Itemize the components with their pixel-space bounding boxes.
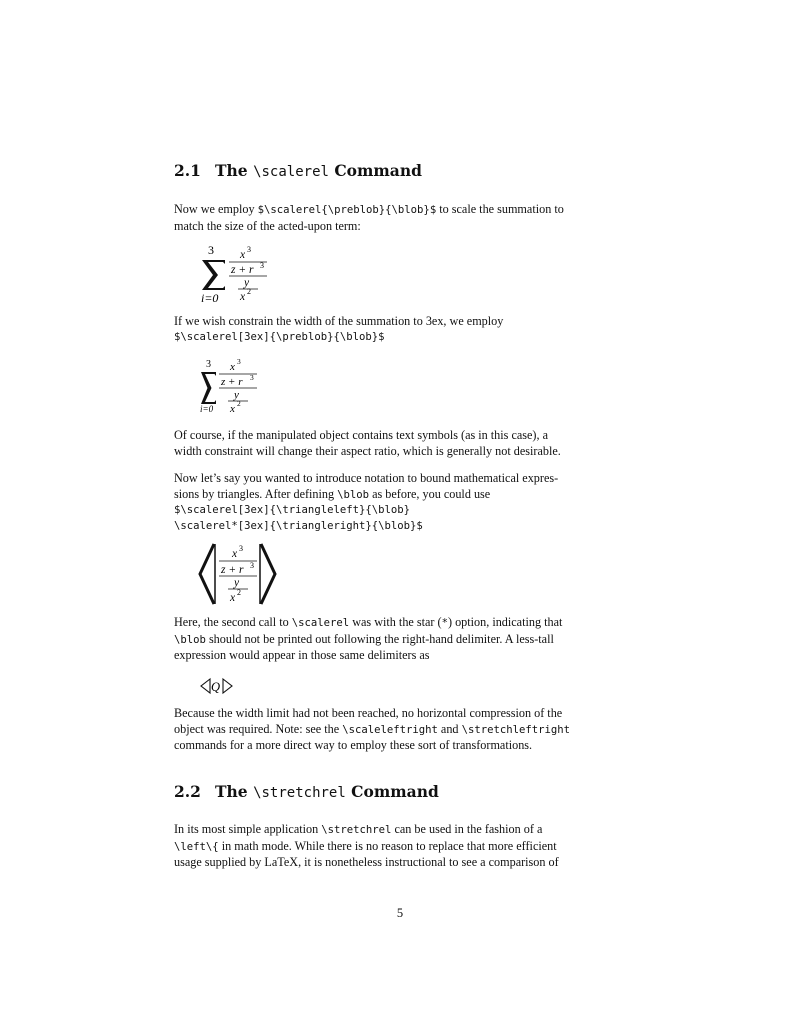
text: should not be printed out following the right-hand delimiter. A less-tall xyxy=(205,631,554,646)
section-title-pre: The xyxy=(215,782,254,801)
numerator-x: x xyxy=(240,249,246,261)
text: to scale the summation to xyxy=(436,202,564,216)
numerator-exp: 3 xyxy=(239,544,243,553)
page-number: 5 xyxy=(396,906,404,920)
sum-lower-limit: i=0 xyxy=(200,404,214,414)
numerator-exp: 3 xyxy=(247,245,251,254)
paragraph-line xyxy=(174,615,626,632)
code-blob: \blob xyxy=(174,633,206,646)
paragraph-star-option xyxy=(174,615,626,664)
paragraph-line: Now let’s say you wanted to introduce notation to bound mathematical expres- xyxy=(174,471,559,485)
text: ) option, indicating that xyxy=(447,615,563,629)
code-triangleleft: $\scalerel[3ex]{\triangleleft}{\blob} xyxy=(174,504,410,516)
section-heading-2-2 xyxy=(174,782,439,801)
paragraph-line: Of course, if the manipulated object contains text symbols (as in this case), a xyxy=(174,428,548,442)
text: Here, the second call to xyxy=(174,615,292,629)
code-blob: \blob xyxy=(337,488,370,501)
triangle-left-icon xyxy=(200,544,214,604)
text: object was required. Note: see the xyxy=(174,721,343,736)
section-heading-2-1 xyxy=(174,161,422,180)
equation-small-triangles xyxy=(198,676,248,696)
paragraph-line: Because the width limit had not been reached, no horizontal compression of the xyxy=(174,706,563,720)
paragraph-line: match the size of the acted-upon term: xyxy=(174,218,361,233)
paragraph-line xyxy=(174,855,626,871)
paragraph-line xyxy=(174,487,626,504)
section-title-post: Command xyxy=(345,782,439,801)
section-number: 2.1 xyxy=(174,161,201,180)
text: sions by triangles. After defining xyxy=(174,486,338,501)
code-stretchrel: \stretchrel xyxy=(321,824,392,836)
code-left-brace: \left\{ xyxy=(174,840,219,853)
code-scalerel-3ex: $\scalerel[3ex]{\preblob}{\blob}$ xyxy=(174,330,385,343)
latex-logo: LaTeX xyxy=(264,855,299,869)
paragraph-line xyxy=(174,722,626,739)
code-star: * xyxy=(441,617,448,629)
y-term: y xyxy=(234,389,239,401)
q-term: Q xyxy=(211,680,221,694)
text: and xyxy=(437,721,462,736)
text: can be used in the fashion of a xyxy=(391,822,543,836)
text: in math mode. While there is no reason to replace that more efficient xyxy=(218,838,557,853)
section-title-pre: The xyxy=(215,161,254,180)
paragraph-width-constraint xyxy=(174,314,626,345)
paragraph-line: expression would appear in those same delimiters as xyxy=(174,648,430,662)
text: In its most simple application xyxy=(174,822,322,836)
triangle-left-icon xyxy=(201,679,210,693)
paragraph-line xyxy=(174,822,626,839)
y-term: y xyxy=(244,277,250,289)
z-plus-r: z + r xyxy=(231,264,254,276)
paragraph-line: width constraint will change their aspect ratio, which is generally not desirable. xyxy=(174,443,561,458)
text: usage supplied by xyxy=(174,855,265,869)
numerator-x: x xyxy=(232,548,238,560)
paragraph-intro xyxy=(174,202,626,234)
sum-lower-limit: i=0 xyxy=(201,291,219,305)
paragraph-line xyxy=(174,632,626,649)
triangle-right-icon xyxy=(261,544,275,604)
text: as before, you could use xyxy=(369,486,491,501)
paragraph-line xyxy=(174,202,626,219)
paragraph-aspect-ratio xyxy=(174,428,626,459)
section-title-command: \stretchrel xyxy=(253,785,346,801)
r-exp: 3 xyxy=(250,561,254,570)
text: Now we employ xyxy=(174,202,258,216)
text: , it is nonetheless instructional to see a comparison of xyxy=(298,855,559,869)
paragraph-triangles xyxy=(174,471,626,534)
numerator-x: x xyxy=(230,361,235,373)
section-title-command: \scalerel xyxy=(253,164,329,180)
x-exp: 2 xyxy=(237,588,241,597)
section-number: 2.2 xyxy=(174,782,201,801)
y-term: y xyxy=(234,577,240,589)
x-term: x xyxy=(230,403,235,415)
summation-sign xyxy=(201,372,216,404)
code-scaleleftright: \scaleleftright xyxy=(342,723,438,736)
z-plus-r: z + r xyxy=(221,376,243,388)
sum-upper-limit: 3 xyxy=(208,243,214,257)
x-exp: 2 xyxy=(247,287,251,296)
x-term: x xyxy=(230,592,236,604)
x-exp: 2 xyxy=(237,399,241,408)
paragraph-width-limit xyxy=(174,706,626,754)
paragraph-line: If we wish constrain the width of the summation to 3ex, we employ xyxy=(174,314,504,328)
text: was with the star ( xyxy=(349,615,442,629)
sum-upper-limit: 3 xyxy=(206,359,211,370)
equation-scaled-sum xyxy=(196,242,286,306)
numerator-exp: 3 xyxy=(237,357,241,366)
paragraph-stretchrel xyxy=(174,822,626,871)
equation-triangle-delimiters xyxy=(196,540,286,608)
equation-constrained-sum xyxy=(196,356,276,418)
x-term: x xyxy=(240,291,246,303)
code-scalerel: \scalerel xyxy=(291,617,350,629)
z-plus-r: z + r xyxy=(221,564,244,576)
summation-sign xyxy=(202,260,225,290)
paragraph-line xyxy=(174,839,626,856)
code-triangleright: \scalerel*[3ex]{\triangleright}{\blob}$ xyxy=(174,519,423,532)
code-stretchleftright: \stretchleftright xyxy=(461,723,571,736)
r-exp: 3 xyxy=(250,373,254,382)
paragraph-line: commands for a more direct way to employ these sort of transformations. xyxy=(174,738,533,752)
section-title-post: Command xyxy=(328,161,422,180)
r-exp: 3 xyxy=(260,261,264,270)
code-scalerel: $\scalerel{\preblob}{\blob}$ xyxy=(257,204,437,216)
triangle-right-icon xyxy=(223,679,232,693)
